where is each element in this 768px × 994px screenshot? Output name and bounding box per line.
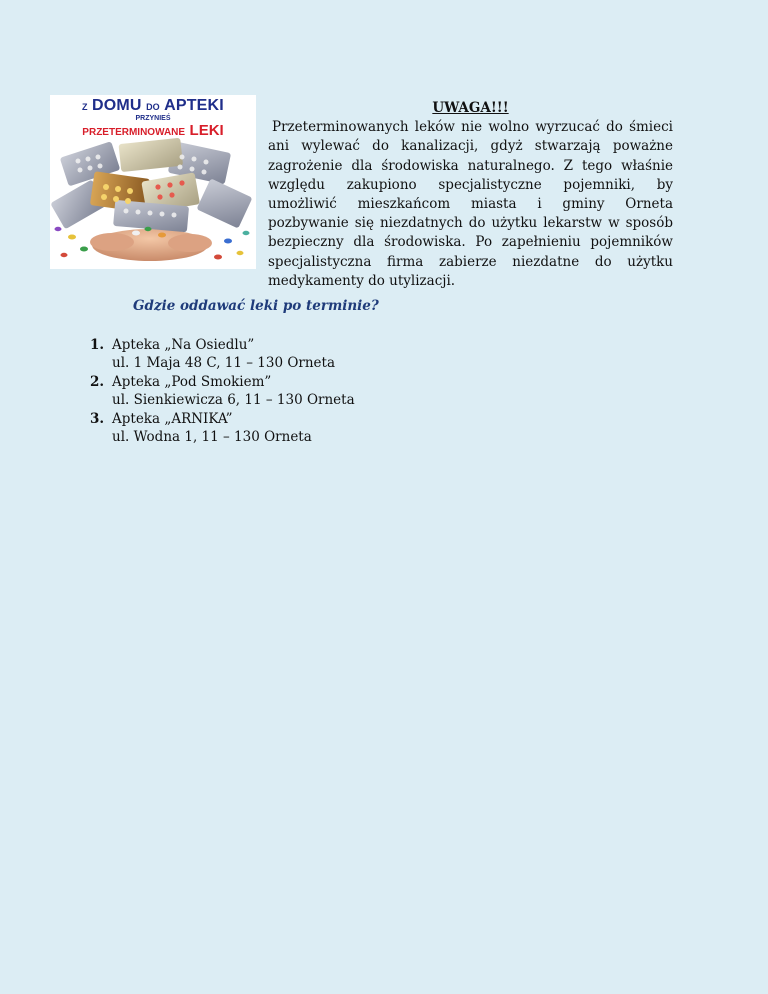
pharmacy-name: Apteka „Na Osiedlu” (112, 337, 255, 353)
poster-word-z: Z (82, 102, 88, 112)
medicine-pile-illustration (50, 137, 256, 269)
list-item (80, 410, 355, 447)
list-number: 3. (90, 410, 105, 427)
poster-line-2: PRZYNIEŚ (135, 115, 171, 122)
pharmacy-name: Apteka „ARNIKA” (112, 410, 233, 427)
notice-title: UWAGA!!! (432, 100, 509, 116)
list-number: 2. (90, 373, 105, 390)
list-item (80, 336, 355, 373)
list-item (80, 373, 355, 410)
notice-block (268, 99, 673, 291)
pharmacy-address: ul. Sienkiewicza 6, 11 – 130 Orneta (112, 392, 355, 409)
question-heading: Gdzie oddawać leki po terminie? (133, 298, 379, 314)
poster-word-leki: LEKI (189, 122, 224, 139)
pharmacy-address: ul. 1 Maja 48 C, 11 – 130 Orneta (112, 355, 336, 372)
notice-body: Przeterminowanych leków nie wolno wyrzucać do śmieci ani wylewać do kanalizacji, gdyż stwarzają poważne zagrożenie dla środowiska naturalnego. Z tego właśnie względu zakupiono specjalistyczne pojemniki, by umożliwić mieszkańcom miasta i gminy Orneta pozbywanie się niezdatnych do użytku lekarstw w sposób bezpieczny dla środowiska. Po zapełnieniu pojemników specjalistyczna firma zabierze niezdatne do użytku medykamenty do utylizacji. (268, 119, 673, 289)
pharmacy-address: ul. Wodna 1, 11 – 130 Orneta (112, 429, 312, 446)
poster-header (50, 95, 256, 139)
poster-word-domu: DOMU (91, 97, 142, 114)
pharmacy-name: Apteka „Pod Smokiem” (112, 373, 272, 390)
poster-image (50, 95, 256, 269)
poster-word-przeterminowane: PRZETERMINOWANE (82, 127, 186, 138)
poster-line-1 (50, 98, 256, 114)
pharmacy-list (80, 336, 355, 446)
poster-word-apteki: APTEKI (164, 97, 224, 114)
poster-word-do: DO (146, 102, 160, 112)
list-number: 1. (90, 337, 105, 353)
